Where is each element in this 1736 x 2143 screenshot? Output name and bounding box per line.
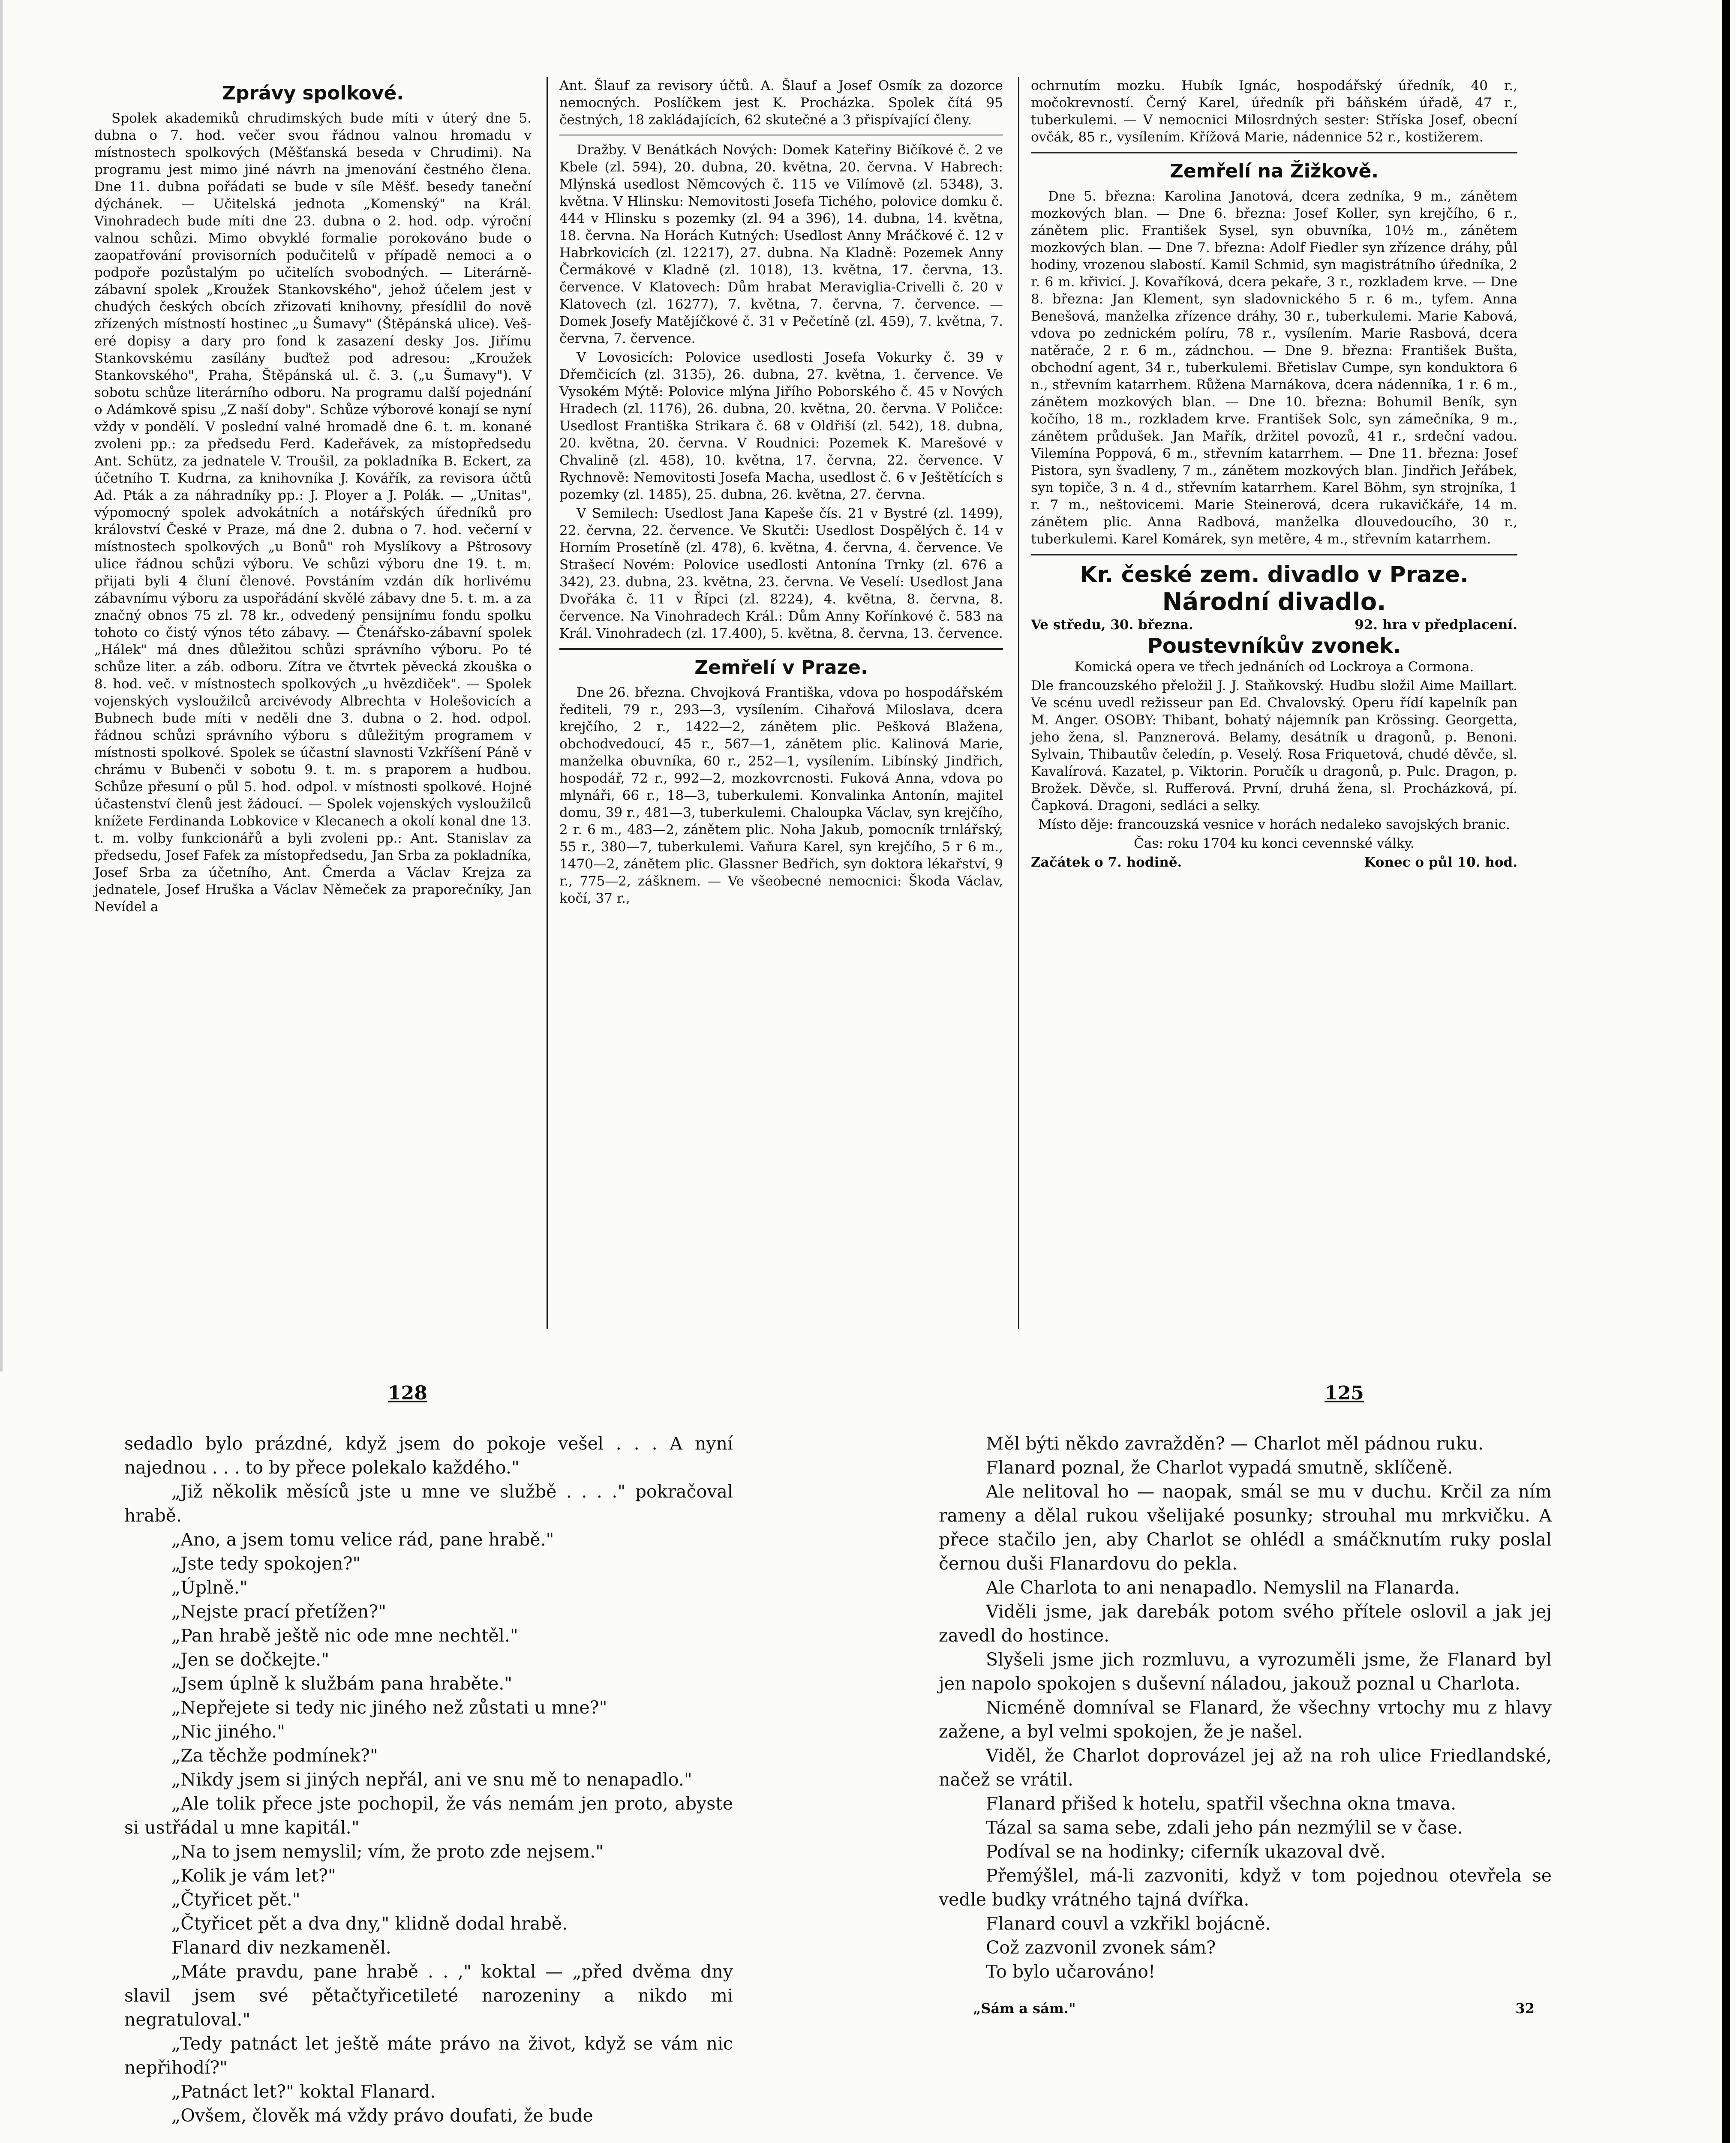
column-club-news <box>94 77 532 917</box>
divider <box>559 648 1003 650</box>
book-paragraph: Ale nelitoval ho — naopak, smál se mu v duchu. Krčil za ním rameny a dělal rukou všelijaké posunky; strouhal mu mrkvičku. A přece stačilo jen, aby Charlot se ohlédl a smáčknutím ruky poslal černou duši Flanardovu do pekla. <box>939 1481 1552 1574</box>
book-paragraph: Měl býti někdo zavražděn? — Charlot měl pádnou ruku. <box>986 1433 1484 1454</box>
column-divider <box>1018 77 1019 1329</box>
prague-deaths-heading: Zemřelí v Praze. <box>694 657 868 678</box>
play-end: Konec o půl 10. hod. <box>1364 855 1517 870</box>
performance-date-row <box>1031 616 1517 633</box>
play-subtitle: Komická opera ve třech jednáních od Lockroya a Cormona. <box>1074 659 1474 675</box>
book-paragraph: „Nic jiného." <box>171 1721 285 1742</box>
book-paragraph: „Nikdy jsem si jiných nepřál, ani ve snu mě to nenapadlo." <box>171 1769 692 1790</box>
play-time: Čas: roku 1704 ku konci cevennské války. <box>1134 836 1415 851</box>
zizkov-deaths-text: Dne 5. března: Karolina Janotová, dcera zedníka, 9 m., zánětem mozkových blan. — Dne 6. března: Josef Koller, syn krejčího, 6 r., zánětem plic. František Sysel, syn obuvníka, 10½ m., zánětem mozkových blan. — Dne 7. března: Adolf Fiedler syn zřízence dráhy, půl hodiny, vrozenou slabostí. Kamil Schmid, syn magistrátního úředníka, 2 r. 6 m. křivicí. J. Kovaříková, dcera pekaře, 3 r., rozkladem krve. — Dne 8. března: Jan Klement, syn sladovnického 5 r. 6 m., tyfem. Anna Benešová, manželka zřízence dráhy, 30 r., tuberkulemi. Marie Kabová, vdova po zednickém políru, 78 r., vysílením. Marie Rasbová, dcera natěrače, 2 r. 6 m., zádnchou. — Dne 9. března: František Bušta, obchodní agent, 34 r., tuberkulemi. Břetislav Cumpe, syn konduktora 6 n., střevním katarrhem. Růžena Marnákova, dcera nádenníka, 1 r. 6 m., zánětem mozkových blan. — Dne 10. března: Bohumil Beník, syn kočího, 18 m., rozkladem krve. František Solc, syn zámečníka, 9 m., zánětem průdušek. Jan Mařík, držitel povozů, 41 r., srdeční vadou. Vilemína Poppová, 6 m., střevním katarrhem. — Dne 11. března: Josef Pistora, syn švadleny, 7 m., zánětem mozkových blan. Jindřich Jeřábek, syn topiče, 3 n. 4 d., střevním katarrhem. Karel Böhm, syn strojníka, 1 r. 7 m., neštovicemi. Marie Steinerová, dcera rukavičkáře, 14 m. zánětem plic. Anna Radbová, manželka dlouvedoucího, 30 r., tuberkulemi. Karel Komárek, syn metěre, 4 m., střevním katarrhem. <box>1031 189 1517 547</box>
play-times-row <box>1031 854 1517 871</box>
scan-edge-left <box>0 0 3 1372</box>
play-start: Začátek o 7. hodině. <box>1031 855 1182 870</box>
column-zizkov-theatre <box>1031 77 1517 871</box>
book-paragraph: „Za těchže podmínek?" <box>171 1745 378 1766</box>
book-paragraph: Flanard poznal, že Charlot vypadá smutně, sklíčeně. <box>986 1457 1453 1478</box>
column-text: ochrnutím mozku. Hubík Ignác, hospodářský úředník, 40 r., močokrevností. Černý Karel, úředník při báňském úřadě, 47 r., tuberkulemi. — V nemocnici Milosrdných sester: Stříska Josef, obecní ovčák, 85 r., vysílením. Křížová Marie, nádennice 52 r., kostižerem. <box>1031 78 1517 145</box>
book-paragraph: Což zazvonil zvonek sám? <box>986 1937 1216 1958</box>
book-paragraph: „Máte pravdu, pane hrabě . . ," koktal — „před dvěma dny slavil jsem své pětačtyřicetileté narozeniny a nikdo mi negratuloval." <box>124 1961 733 2030</box>
book-paragraph: „Již několik měsíců jste u mne ve službě . . . ." pokračoval hrabě. <box>124 1481 733 1526</box>
book-page-right <box>939 1432 1552 2020</box>
book-paragraph: „Úplně." <box>171 1577 248 1598</box>
book-paragraph: Flanard přišed k hotelu, spatřil všechna okna tmava. <box>986 1793 1457 1814</box>
book-paragraph: Slyšeli jsme jich rozmluvu, a vyrozuměli jsme, že Flanard byl jen napolo spokojen s duševní náladou, jakouž poznal u Charlota. <box>939 1649 1552 1694</box>
column-divider <box>547 77 548 1329</box>
footer-signature: „Sám a sám." <box>973 2000 1076 2017</box>
book-paragraph: „Ovšem, člověk má vždy právo doufati, že bude <box>171 2105 593 2126</box>
book-page-footer <box>939 1996 1552 2020</box>
book-paragraph: „Čtyřicet pět a dva dny," klidně dodal hrabě. <box>171 1913 568 1934</box>
divider <box>1031 554 1517 555</box>
column-auctions-deaths <box>559 77 1003 909</box>
book-paragraph: Podíval se na hodinky; ciferník ukazoval dvě. <box>986 1841 1386 1862</box>
book-page-left <box>124 1432 733 2128</box>
book-paragraph: „Ale tolik přece jste pochopil, že vás nemám jen proto, abyste si ustřádal u mne kapitál." <box>124 1793 733 1838</box>
book-paragraph: „Pan hrabě ještě nic ode mne nechtěl." <box>171 1625 518 1646</box>
book-paragraph: „Jen se dočkejte." <box>171 1649 330 1670</box>
divider <box>1031 152 1517 153</box>
performance-date: Ve středu, 30. března. <box>1031 617 1193 633</box>
book-paragraph: Tázal sa sama sebe, zdali jeho pán nezmýlil se v čase. <box>986 1817 1463 1838</box>
column-text: Ant. Šlauf za revisory účtů. A. Šlauf a Josef Osmík za dozorce nemocných. Poslíčkem jest K. Procházka. Spolek čítá 95 čestných, 18 zakládajících, 62 skutečné a 3 přispívající členy. <box>559 78 1003 128</box>
book-paragraph: To bylo učarováno! <box>986 1961 1156 1982</box>
book-paragraph: Viděli jsme, jak darebák potom svého přítele oslovil a jak jej zavedl do hostince. <box>939 1601 1552 1646</box>
book-paragraph: „Nepřejete si tedy nic jiného než zůstati u mne?" <box>171 1697 607 1718</box>
play-cast: Dle francouzského přeložil J. J. Staňkovský. Hudbu složil Aime Maillart. Ve scénu uvedl režisseur pan Ed. Chvalovský. Operu řídí kapelník pan M. Anger. OSOBY: Thibant, bohatý nájemník pan Krössing. Georgetta, jeho žena, sl. Panznerová. Belamy, desátník u dragonů, p. Benoni. Sylvain, Thibautův čeledín, p. Veselý. Rosa Friquetová, chudé děvče, sl. Kavalírová. Kazatel, p. Viktorin. Poručík u dragonů, p. Pulc. Dragon, p. Brožek. Děvče, sl. Rufferová. První, druhá žena, sl. Procházková, pí. Čapková. Dragoni, sedláci a selky. <box>1031 678 1517 813</box>
book-paragraph: „Tedy patnáct let ještě máte právo na život, když se vám nic nepřihodí?" <box>124 2033 733 2078</box>
book-paragraph: Flanard couvl a vzkřikl bojácně. <box>986 1913 1271 1934</box>
book-paragraph: „Nejste prací přetížen?" <box>171 1601 387 1622</box>
book-paragraph: „Patnáct let?" koktal Flanard. <box>171 2081 436 2102</box>
book-paragraph: Přemýšlel, má-li zazvoniti, když v tom pojednou otevřela se vedle budky vrátného tajná dvířka. <box>939 1865 1552 1910</box>
auctions-text: Dražby. V Benátkách Nových: Domek Kateřiny Bičíkové č. 2 ve Kbele (zl. 594), 20. dubna, 20. května, 20. června. V Habrech: Mlýnská usedlost Němcových č. 115 ve Vilímově (zl. 5348), 3. května. V Hlinsku: Nemovitosti Josefa Tichého, polovice domku č. 444 v Hlinsku s pozemky (zl. 94 a 396), 14. dubna, 14. května, 18. června. Na Horách Kutných: Usedlost Anny Mráčkové č. 12 v Habrkovicích (zl. 12217), 27. dubna. Na Kladně: Pozemek Anny Čermákové v Kladně (zl. 1018), 13. května, 17. června, 13. července. V Klatovech: Dům hrabat Meraviglia-Crivelli č. 20 v Klatovech (zl. 16277), 7. května, 7. června, 7. července. — Domek Josefy Matějíčkové č. 31 v Pečetíně (zl. 459), 7. května, 7. června, 7. července. <box>559 142 1003 346</box>
newspaper-section <box>94 77 1517 1363</box>
zizkov-deaths-heading: Zemřelí na Žižkově. <box>1169 160 1379 182</box>
auctions-text: V Semilech: Usedlost Jana Kapeše čís. 21 v Bystré (zl. 1499), 22. června, 22. července. Ve Skutči: Usedlost Dospělých č. 14 v Horním Prosetíně (zl. 478), 6. května, 4. června, 4. července. Ve Strašecí Novém: Polovice usedlosti Antonína Trnky (zl. 676 a 342), 23. dubna, 23. května, 23. června. Ve Veselí: Usedlost Jana Dvořáka č. 11 v Řípci (zl. 8224), 4. května, 8. června, 8. července. Na Vinohradech Král.: Dům Anny Kořínkové č. 583 na Král. Vinohradech (zl. 17.400), 5. května, 8. června, 13. července. <box>559 506 1003 641</box>
club-news-heading: Zprávy spolkové. <box>222 82 404 104</box>
book-paragraph: Viděl, že Charlot doprovázel jej až na roh ulice Friedlandské, načež se vrátil. <box>939 1745 1552 1790</box>
book-paragraph: Ale Charlota to ani nenapadlo. Nemyslil na Flanarda. <box>986 1577 1460 1598</box>
scan-edge-right <box>1722 0 1730 2143</box>
prague-deaths-text: Dne 26. března. Chvojková Františka, vdova po hospodářském řediteli, 79 r., 293—3, vysílením. Cihařová Miloslava, dcera krejčího, 2 r., 1422—2, zánětem plic. Pešková Blažena, obchodvedoucí, 45 r., 567—1, zánětem plic. Kalinová Marie, manželka obuvníka, 60 r., 252—1, vysílením. Libínský Jindřich, hospodář, 72 r., 992—2, mozkovrcnosti. Fuková Anna, vdova po mlynáři, 66 r., 18—3, tuberkulemi. Konvalinka Antonín, majitel domu, 39 r., 481—3, tuberkulemi. Chaloupka Václav, syn krejčího, 2 r. 6 m., 483—2, zánětem plic. Noha Jakub, pomocník trnlářský, 55 r., 380—7, tuberkulemi. Vaňura Karel, syn krejčího, 5 r 6 m., 1470—2, zánětem plic. Glassner Bedřich, syn doktora lékařství, 9 r., 775—2, zášknem. — Ve všeobecné nemocnici: Škoda Václav, kočí, 37 r., <box>559 685 1003 906</box>
book-paragraph: „Ano, a jsem tomu velice rád, pane hrabě." <box>171 1529 554 1550</box>
book-paragraph: Nicméně domníval se Flanard, že všechny vrtochy mu z hlavy zažene, a byl velmi spokojen, že je našel. <box>939 1697 1552 1742</box>
book-paragraph: „Jsem úplně k službám pana hraběte." <box>171 1673 513 1694</box>
book-paragraph: „Čtyřicet pět." <box>171 1889 300 1910</box>
page-number-right: 125 <box>1325 1382 1364 1404</box>
theatre-name: Národní divadlo. <box>1162 588 1386 616</box>
book-paragraph: „Kolik je vám let?" <box>171 1865 336 1886</box>
book-paragraph: sedadlo bylo prázdné, když jsem do pokoje vešel . . . A nyní najednou . . . to by přece polekalo každého." <box>124 1433 733 1478</box>
play-place: Místo děje: francouzská vesnice v horách nedaleko savojských branic. <box>1038 817 1510 832</box>
theatre-title: Kr. české zem. divadlo v Praze. <box>1080 562 1469 588</box>
book-paragraph: Flanard div nezkameněl. <box>171 1937 391 1958</box>
page-number-left: 128 <box>388 1382 427 1404</box>
auctions-text: V Lovosicích: Polovice usedlosti Josefa Vokurky č. 39 v Dřemčicích (zl. 3135), 26. dubna, 27. května, 1. července. Ve Vysokém Mýtě: Polovice mlýna Jiřího Poborského č. 45 v Nových Hradech (zl. 1176), 26. dubna, 20. května, 20. června. V Poličce: Usedlost Františka Strikara č. 68 v Oldřiší (zl. 542), 18. dubna, 20. května, 20. června. V Roudnici: Pozemek K. Marešové v Chvalině (zl. 458), 10. května, 17. června, 22. července. V Rychnově: Nemovitosti Josefa Macha, usedlost č. 6 v Ještětících s pozemky (zl. 1485), 25. dubna, 26. května, 27. června. <box>559 350 1003 502</box>
book-paragraph: „Na to jsem nemyslil; vím, že proto zde nejsem." <box>171 1841 604 1862</box>
subscription-note: 92. hra v předplacení. <box>1355 617 1517 633</box>
club-news-text: Spolek akademiků chrudimských bude míti v úterý dne 5. dubna o 7. hod. večer svou řádnou valnou hromadu v místnostech spolkových (Měšťanská beseda v Chrudimi). Na programu jest mimo jiné návrh na jmenování čestného člena. Dne 11. dubna pořádati se bude v síle Měšť. besedy taneční dýchánek. — Učitelská jednota „Komenský" na Král. Vinohradech bude míti dne 23. dubna o 2. hod. odp. výroční valnou schůzi. Mimo obvyklé formalie porokováno bude o zaopatřování provisorních podučitelů v případě nemoci a o podpoře pozůstalým po učitelích svobodných. — Literárně-zábavní spolek „Kroužek Stankovského", jehož účelem jest v chudých českých obcích zřizovati knihovny, přesídlil do nově zřízených místností hostinec „u Šumavy" (Štěpánská ulice). Veš-eré dopisy a dary pro fond k zasazení desky Jos. Jiřímu Stankovskému zasílány buďtež pod adresou: „Kroužek Stankovského", Praha, Štěpánská ul. č. 3. („u Šumavy"). V sobotu schůze literárního odboru. Na programu další pojednání o Adámkově spisu „Z naší doby". Schůze výborové konají se nyní vždy v pondělí. V poslední valné hromadě dne 6. t. m. konané zvoleni pp.: za předsedu Ferd. Kadeřávek, za místopředsedu Ant. Schütz, za jednatele V. Troušil, za pokladníka B. Eckert, za účetního T. Kudrna, za knihovníka J. Kovářík, za revisora účtů Ad. Pták a za náhradníky pp.: J. Ployer a J. Polák. — „Unitas", výpomocný spolek advokátních a notářských úředníků pro království České v Praze, má dne 2. dubna o 7. hod. večerní v místnostech spolkových „u Bonů" roh Myslíkovy a Pštrosovy ulice řádnou schůzi výboru. Ve schůzi výboru dne 19. t. m. přijati byli 4 čluní členové. Povstáním vzdán dík horlivému zábavnímu výboru za uspořádání skvělé zábavy dne 5. t. m. a za značný obnos 75 zl. 78 kr., odvedený pensijnímu fondu spolku tohoto co čistý výnos této zábavy. — Čtenářsko-zábavní spolek „Hálek" má dnes důležitou schůzi správního výboru. Po té schůze liter. a záb. odboru. Zítra ve čtvrtek pěvecká zkouška o 8. hod. več. v místnostech spolkových „u hvězdiček". — Spolek vojenských vysloužilců arcivévody Albrechta v Holešovicích a Bubnech bude míti v neděli dne 3. dubna o 2. hod. odpol. řádnou schůzi správního výboru s důležitým programem v místnosti spolkové. Spolek se účastní slavnosti Vzkříšení Páně v chrámu v Bubenči v sobotu 9. t. m. s praporem a hudbou. Schůze přesuní o půl 5. hod. odpol. v místnosti spolkové. Hojné účastenství členů jest žádoucí. — Spolek vojenských vysloužilců knížete Ferdinanda Lobkovice v Klecanech a okolí konal dne 13. t. m. volby funkcionářů a byli zvoleni pp.: Ant. Stanislav za předsedu, Josef Fafek za místopředsedu, Jan Srba za pokladníka, Josef Srba za účetního, Ant. Čmerda a Václav Krejza za jednatele, Josef Hruška a Václav Němeček za praporečníky, Jan Nevídel a <box>94 111 532 915</box>
footer-sheet-number: 32 <box>1515 2000 1535 2017</box>
book-paragraph: „Jste tedy spokojen?" <box>171 1553 361 1574</box>
play-title: Poustevníkův zvonek. <box>1147 634 1401 658</box>
